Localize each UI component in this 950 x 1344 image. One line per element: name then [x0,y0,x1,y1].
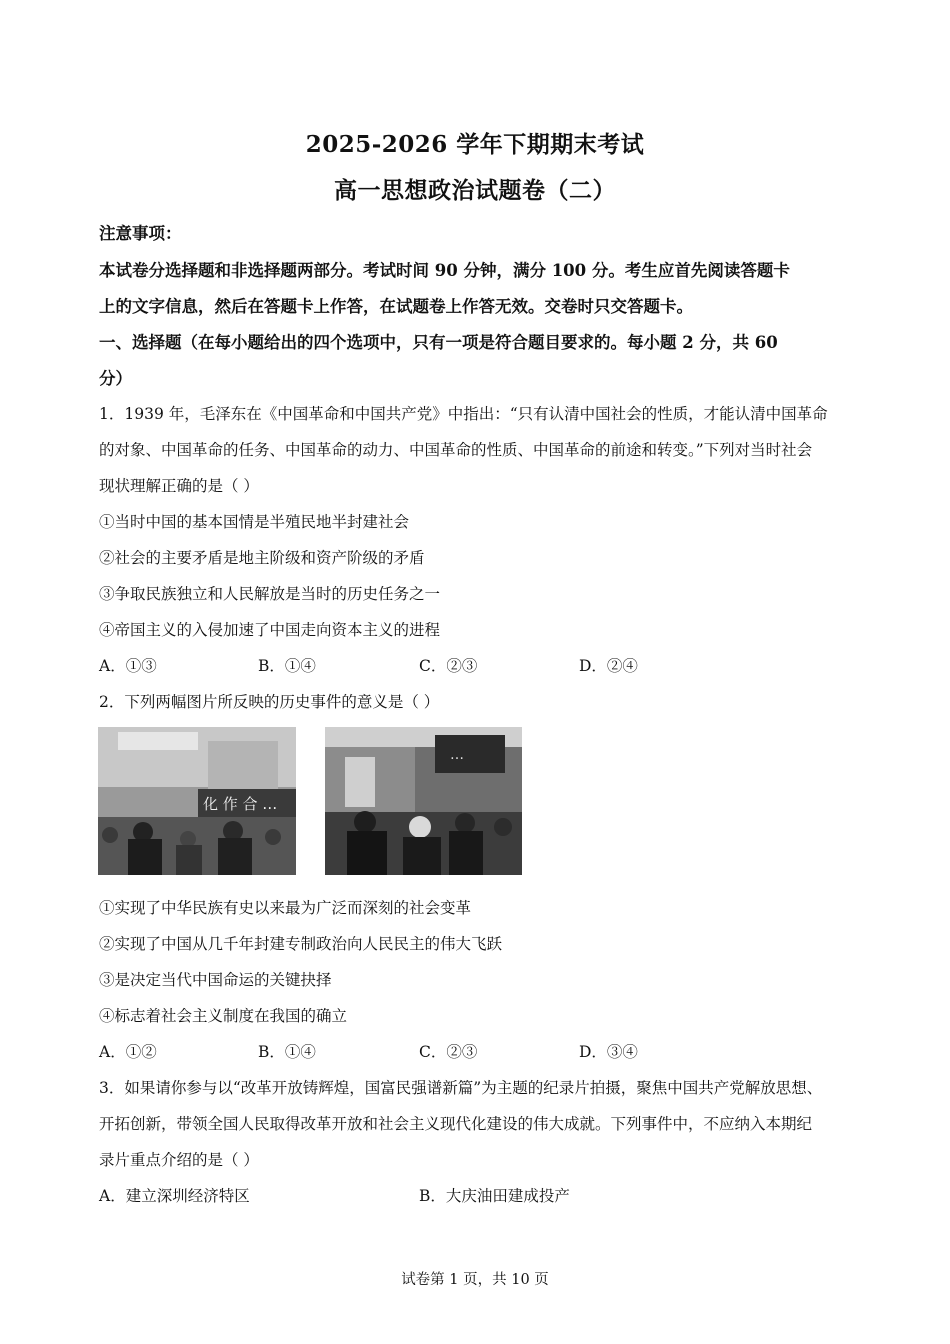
q1-option-d[interactable]: D．②④ [579,657,638,675]
q1-option-c[interactable]: C．②③ [419,657,478,675]
q3-option-b[interactable]: B．大庆油田建成投产 [419,1187,570,1205]
historical-photo-left [98,727,296,875]
exam-subtitle: 高一思想政治试题卷（二） [334,177,616,204]
q2-option-d[interactable]: D．③④ [579,1043,638,1061]
q2-option-c[interactable]: C．②③ [419,1043,478,1061]
q3-stem-line: 录片重点介绍的是（ ） [99,1151,259,1169]
q2-statement: ④标志着社会主义制度在我国的确立 [99,1007,348,1025]
q2-statement: ①实现了中华民族有史以来最为广泛而深刻的社会变革 [99,899,472,917]
notice-line: 上的文字信息，然后在答题卡上作答，在试题卷上作答无效。交卷时只交答题卡。 [99,297,693,316]
q1-stem-line: 1．1939 年，毛泽东在《中国革命和中国共产党》中指出：“只有认清中国社会的性质，才能认清中国革命 [99,405,828,423]
q3-stem-line: 开拓创新，带领全国人民取得改革开放和社会主义现代化建设的伟大成就。下列事件中，不应纳入本期纪 [99,1115,813,1133]
section-heading: 一、选择题（在每小题给出的四个选项中，只有一项是符合题目要求的。每小题 2 分，共 60 [99,333,778,352]
q1-stem-line: 的对象、中国革命的任务、中国革命的动力、中国革命的性质、中国革命的前途和转变。”下列对当时社会 [99,441,813,459]
photo-left-sign-text: 化 作 合 … [203,795,278,813]
q3-option-a[interactable]: A．建立深圳经济特区 [99,1187,250,1205]
q1-statement: ①当时中国的基本国情是半殖民地半封建社会 [99,513,410,531]
historical-photo-right [325,727,522,875]
q1-statement: ②社会的主要矛盾是地主阶级和资产阶级的矛盾 [99,549,425,567]
q2-option-b[interactable]: B．①④ [258,1043,316,1061]
q1-stem-line: 现状理解正确的是（ ） [99,477,259,495]
notice-heading: 注意事项： [99,224,182,243]
q2-stem-line: 2．下列两幅图片所反映的历史事件的意义是（ ） [99,693,440,711]
q2-statement: ③是决定当代中国命运的关键抉择 [99,971,332,989]
photo-right-sign-text: … [450,747,464,763]
photo-right-image [325,727,522,875]
page-footer: 试卷第 1 页，共 10 页 [401,1272,549,1288]
q1-statement: ③争取民族独立和人民解放是当时的历史任务之一 [99,585,441,603]
q2-statement: ②实现了中国从几千年封建专制政治向人民民主的伟大飞跃 [99,935,503,953]
q1-statement: ④帝国主义的入侵加速了中国走向资本主义的进程 [99,621,441,639]
exam-title: 2025-2026 学年下期期末考试 [305,131,645,158]
q1-option-b[interactable]: B．①④ [258,657,316,675]
q2-option-a[interactable]: A．①② [99,1043,157,1061]
q1-option-a[interactable]: A．①③ [99,657,157,675]
q3-stem-line: 3．如果请你参与以“改革开放铸辉煌，国富民强谱新篇”为主题的纪录片拍摄，聚焦中国共产党解放思想、 [99,1079,823,1097]
photo-left-image [98,727,296,875]
section-heading-cont: 分） [99,369,132,388]
notice-line: 本试卷分选择题和非选择题两部分。考试时间 90 分钟，满分 100 分。考生应首先阅读答题卡 [99,261,790,280]
